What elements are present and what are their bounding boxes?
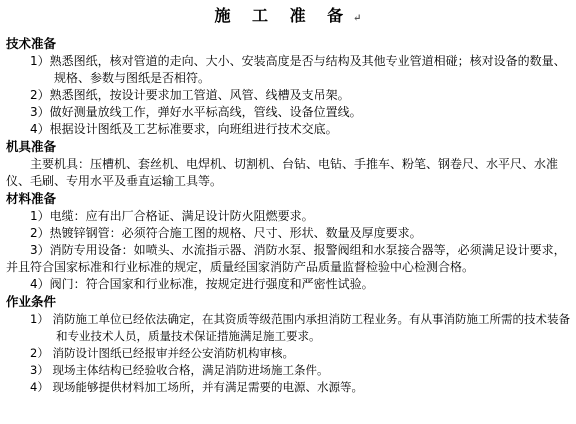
- list-item: 2）熟悉图纸，按设计要求加工管道、风管、线槽及支吊架。: [30, 88, 350, 102]
- title-text: 施 工 准 备: [214, 6, 352, 25]
- section-heading-material: 材料准备: [6, 191, 57, 206]
- section-machine: [6, 138, 570, 190]
- document-title: [6, 4, 570, 31]
- list-item: 1） 消防施工单位已经依法确定，在其资质等级范围内承担消防工程业务。有从事消防施工所需的技术装备和专业技术人员，质量技术保证措施满足施工要求。: [30, 312, 570, 343]
- paragraph-mark-icon: ↵: [353, 13, 362, 24]
- list-item: 4） 现场能够提供材料加工场所，并有满足需要的电源、水源等。: [30, 380, 363, 394]
- list-item: 2） 消防设计图纸已经报审并经公安消防机构审核。: [30, 346, 294, 360]
- section-heading-tech: 技术准备: [6, 36, 57, 51]
- section-material: [6, 190, 570, 293]
- list-item: 2）热镀锌钢管：必须符合施工图的规格、尺寸、形状、数量及厚度要求。: [30, 226, 422, 240]
- list-item: 4）根据设计图纸及工艺标准要求，向班组进行技术交底。: [30, 122, 338, 136]
- list-item: 1）电缆：应有出厂合格证、满足设计防火阻燃要求。: [30, 209, 314, 223]
- list-item: 3） 现场主体结构已经验收合格，满足消防进场施工条件。: [30, 363, 329, 377]
- section-conditions: [6, 293, 570, 396]
- list-item: 主要机具：压槽机、套丝机、电焊机、切割机、台钻、电钻、手推车、粉笔、钢卷尺、水平尺、水准仪、毛刷、专用水平及垂直运输工具等。: [6, 157, 559, 188]
- list-item: 3）消防专用设备：如喷头、水流指示器、消防水泵、报警阀组和水泵接合器等，必须满足设计要求，并且符合国家标准和行业标准的规定，质量经国家消防产品质量监督检验中心检测合格。: [6, 243, 566, 274]
- list-item: 3）做好测量放线工作，弹好水平标高线，管线、设备位置线。: [30, 105, 362, 119]
- section-heading-machine: 机具准备: [6, 139, 57, 154]
- list-item: 4）阀门：符合国家和行业标准，按规定进行强度和严密性试验。: [30, 277, 374, 291]
- section-heading-conditions: 作业条件: [6, 294, 57, 309]
- list-item: 1）熟悉图纸，核对管道的走向、大小、安装高度是否与结构及其他专业管道相碰；核对设备的数量、规格、参数与图纸是否相符。: [30, 54, 566, 85]
- section-tech: [6, 35, 570, 138]
